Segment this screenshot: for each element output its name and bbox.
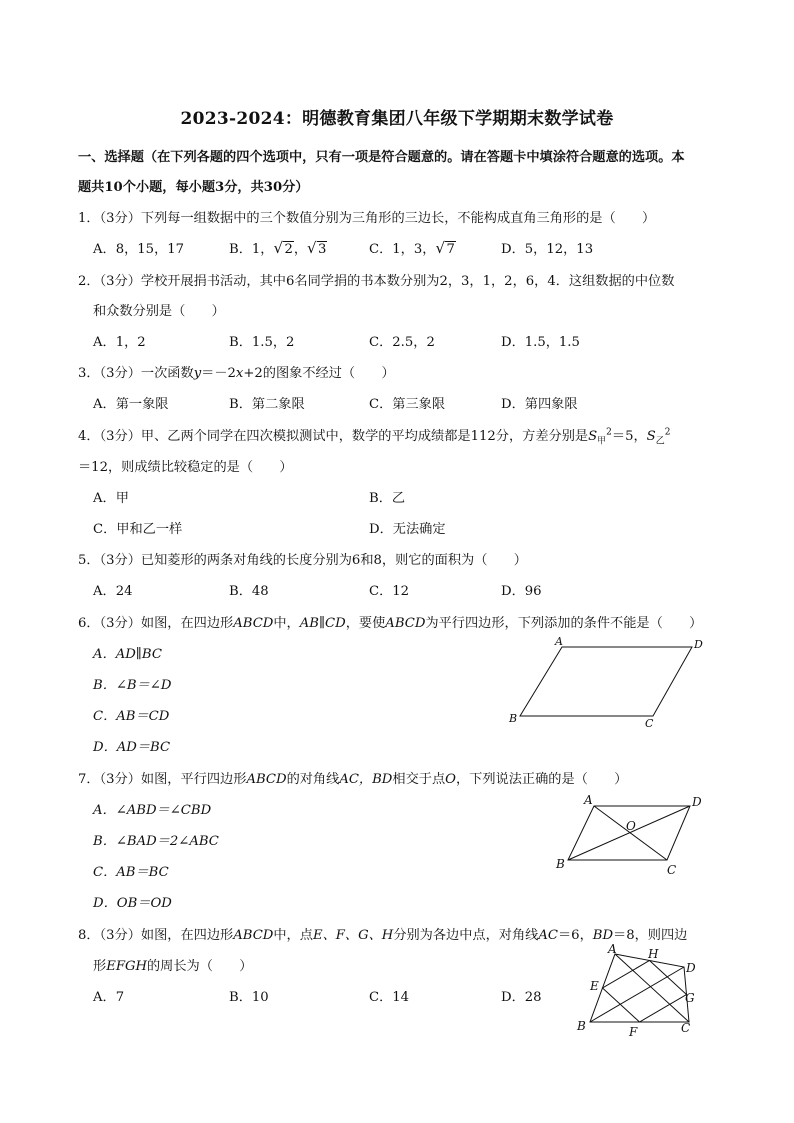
q1-option-b-prefix: B．1， [229, 242, 274, 257]
q4-sub1: 甲 [597, 436, 607, 447]
question-7-stem [78, 768, 627, 787]
q8-abcd: ABCD [233, 928, 274, 943]
q3-var-x: x [235, 366, 244, 381]
q7-stem-b: 的对角线 [286, 772, 340, 787]
question-1-stem: 1．（3分）下列每一组数据中的三个数值分别为三角形的三边长，不能构成直角三角形的是（ ） [78, 211, 656, 226]
q8-label-f: F [629, 1025, 638, 1039]
q1-option-c [369, 238, 456, 257]
q4-option-b: B．乙 [369, 491, 406, 506]
q5-option-d: D．96 [501, 584, 542, 599]
q7-parallelogram-figure [552, 792, 712, 882]
question-8-stem-line2 [93, 955, 253, 974]
q8-points: E、F、G、H [312, 928, 394, 943]
q8-option-b: B．10 [229, 990, 269, 1005]
question-8-stem-line1 [78, 924, 687, 943]
q8-stem-2b: 的周长为（ ） [147, 959, 253, 974]
question-4-stem-line2: ＝12，则成绩比较稳定的是（ ） [78, 460, 293, 475]
q1-option-c-radicand: 7 [446, 242, 455, 257]
q8-label-c: C [681, 1021, 691, 1035]
q8-quadrilateral [590, 954, 689, 1022]
question-3-stem [78, 362, 395, 381]
q7-label-d: D [692, 795, 702, 809]
q1-option-b [229, 238, 327, 257]
question-6-stem [78, 612, 702, 631]
q2-option-d: D．1.5，1.5 [501, 335, 580, 350]
q4-sup1: 2 [606, 427, 612, 438]
q6-stem-d: 为平行四边形，下列添加的条件不能是（ ） [425, 616, 703, 631]
q4-s2: S [646, 429, 656, 444]
question-2-stem-line1: 2．（3分）学校开展捐书活动，其中6名同学捐的书本数分别为2，3，1，2，6，4．这组数据的中位数 [78, 274, 675, 289]
q8-midpoint-quadrilateral [603, 961, 687, 1023]
q4-sub2: 乙 [655, 436, 665, 447]
q6-abcd: ABCD [233, 616, 274, 631]
q6-stem-b: 中， [273, 616, 300, 631]
q8-option-d: D．28 [501, 990, 542, 1005]
q7-label-a: A [584, 793, 593, 807]
q3-stem-a: 3．（3分）一次函数 [78, 366, 194, 381]
q3-stem-b: ＝－2 [201, 366, 236, 381]
q8-stem-d: ＝6， [558, 928, 593, 943]
q7-label-c: C [667, 863, 677, 877]
q7-stem-a: 7．（3分）如图，平行四边形 [78, 772, 247, 787]
q7-stem-d: ，下列说法正确的是（ ） [455, 772, 628, 787]
q7-option-b: B．∠BAD＝2∠ABC [93, 834, 219, 849]
q6-label-c: C [645, 717, 654, 730]
q3-stem-c: +2的图象不经过（ ） [243, 366, 395, 381]
q5-option-c: C．12 [369, 584, 410, 599]
q7-option-a: A．∠ABD＝∠CBD [93, 803, 212, 818]
q2-option-a: A．1，2 [93, 335, 146, 350]
q7-abcd: ABCD [246, 772, 287, 787]
q8-bd: BD [592, 928, 614, 943]
q8-diagonal-bd [590, 967, 684, 1022]
q3-var-y: y [193, 366, 202, 381]
q4-option-d: D．无法确定 [369, 522, 446, 537]
q6-option-c: C．AB＝CD [93, 709, 170, 724]
q1-option-b-radicand-1: 2 [284, 242, 293, 257]
q6-label-b: B [509, 712, 518, 725]
q4-s1: S [588, 429, 598, 444]
q6-option-b: B．∠B＝∠D [93, 678, 172, 693]
section-heading-line1: 一、选择题（在下列各题的四个选项中，只有一项是符合题意的。请在答题卡中填涂符合题意的选项。本 [78, 150, 685, 165]
q1-option-c-prefix: C．1，3， [369, 242, 436, 257]
q1-option-a: A．8，15，17 [93, 242, 185, 257]
q8-label-b: B [577, 1019, 586, 1033]
q7-option-d: D．OB＝OD [93, 896, 172, 911]
q6-label-d: D [694, 638, 703, 651]
q8-label-g: G [685, 991, 695, 1005]
q2-option-b: B．1.5，2 [229, 335, 295, 350]
q7-option-c: C．AB＝BC [93, 865, 169, 880]
q8-efgh: EFGH [106, 959, 147, 974]
question-2-stem-line2: 和众数分别是（ ） [93, 304, 225, 319]
q6-parallelogram [520, 647, 692, 716]
q8-diagonal-ac [615, 954, 689, 1022]
q6-stem-a: 6．（3分）如图，在四边形 [78, 616, 234, 631]
q4-sup2: 2 [664, 427, 671, 438]
q4-stem-a: 4．（3分）甲、乙两个同学在四次模拟测试中，数学的平均成绩都是112分，方差分别是 [78, 429, 589, 444]
q3-option-a: A．第一象限 [93, 397, 169, 412]
q6-label-a: A [555, 636, 563, 648]
q1-option-b-sep: ， [293, 242, 308, 257]
q7-diagonal-ac [594, 806, 667, 860]
q6-abcd-2: ABCD [385, 616, 426, 631]
q8-ac: AC [538, 928, 558, 943]
q7-label-b: B [556, 857, 565, 871]
q8-label-d: D [686, 961, 696, 975]
q8-label-h: H [648, 947, 659, 961]
q8-stem-a: 8．（3分）如图，在四边形 [78, 928, 234, 943]
q2-option-c: C．2.5，2 [369, 335, 435, 350]
q8-label-e: E [590, 979, 599, 993]
sqrt-symbol: √ 3 [307, 239, 327, 257]
q8-option-c: C．14 [369, 990, 410, 1005]
q4-option-a: A．甲 [93, 491, 129, 506]
section-heading-line2: 题共10个小题，每小题3分，共30分） [78, 180, 309, 195]
q7-diagonal-bd [568, 806, 690, 860]
q8-stem-e: ＝8，则四边 [613, 928, 688, 943]
q6-stem-c: ，要使 [345, 616, 386, 631]
q4-eq1: ＝5， [611, 429, 647, 444]
q6-option-d: D．AD＝BC [93, 740, 171, 755]
page-title: 2023-2024：明德教育集团八年级下学期期末数学试卷 [180, 109, 614, 129]
q4-option-c: C．甲和乙一样 [93, 522, 183, 537]
q8-option-a: A．7 [93, 990, 125, 1005]
q1-option-b-radicand-2: 3 [318, 242, 327, 257]
q6-parallelogram-figure [505, 636, 705, 732]
q8-stem-c: 分别为各边中点，对角线 [393, 928, 539, 943]
sqrt-symbol: √ 7 [435, 239, 455, 257]
q6-ab-cd: AB∥CD [299, 616, 346, 631]
q7-stem-c: 相交于点 [392, 772, 446, 787]
q5-option-b: B．48 [229, 584, 269, 599]
q3-option-d: D．第四象限 [501, 397, 578, 412]
q8-stem-b: 中，点 [273, 928, 313, 943]
q7-o: O [445, 772, 456, 787]
sqrt-symbol: √ 2 [273, 239, 293, 257]
q7-label-o: O [626, 819, 636, 833]
q6-option-a: A．AD∥BC [93, 647, 162, 662]
q7-ac-bd: AC，BD [339, 772, 393, 787]
question-4-stem-line1 [78, 425, 670, 447]
q1-option-d: D．5，12，13 [501, 242, 594, 257]
question-5-stem: 5．（3分）已知菱形的两条对角线的长度分别为6和8，则它的面积为（ ） [78, 553, 527, 568]
q3-option-c: C．第三象限 [369, 397, 446, 412]
q5-option-a: A．24 [93, 584, 133, 599]
q8-label-a: A [608, 944, 617, 956]
q8-stem-2a: 形 [93, 959, 107, 974]
q3-option-b: B．第二象限 [229, 397, 305, 412]
q8-quadrilateral-figure [570, 944, 710, 1044]
